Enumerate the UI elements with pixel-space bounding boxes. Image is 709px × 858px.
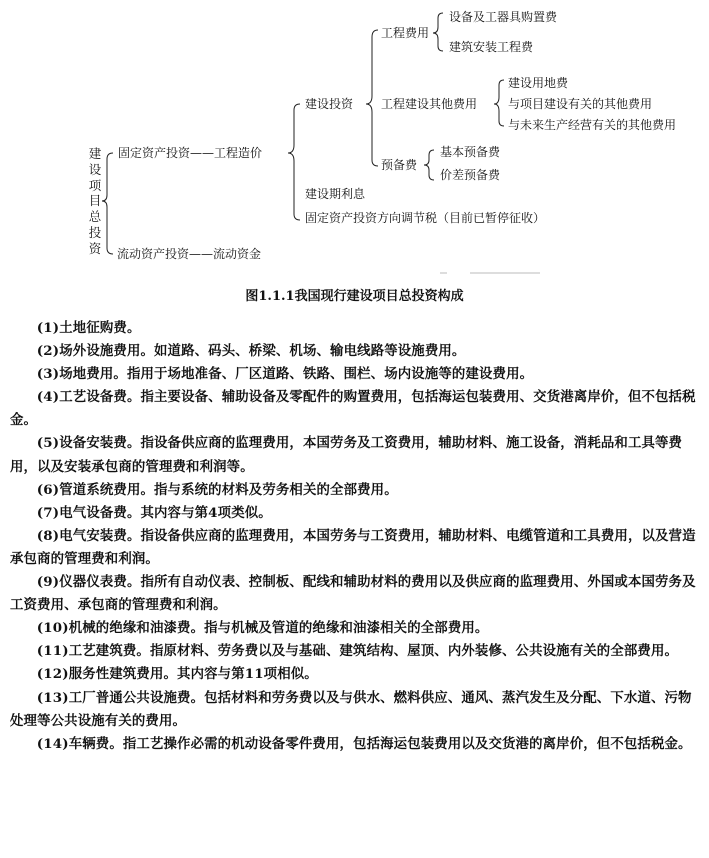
node-fixed-investment: 固定资产投资——工程造价: [118, 146, 263, 160]
paragraph: (3)场地费用。指用于场地准备、厂区道路、铁路、围栏、场内设施等的建设费用。: [36, 366, 534, 383]
node-other-cost: 工程建设其他费用: [381, 97, 478, 111]
body-text: [10, 317, 700, 756]
node-price-reserve: 价差预备费: [440, 168, 501, 182]
paragraph: (11)工艺建筑费。指原材料、劳务费以及与基础、建筑结构、屋顶、内外装修、公共设施有关的全部费用。: [36, 643, 679, 660]
paragraph: (8)电气安装费。指设备供应商的监理费用，本国劳务与工资费用，辅助材料、电缆管道和工具费用，以及营造承包商的管理费和利润。: [10, 527, 696, 567]
paragraph: (4)工艺设备费。指主要设备、辅助设备及零配件的购置费用，包括海运包装费用、交货港离岸价，但不包括税金。: [10, 389, 696, 429]
node-project-related: 与项目建设有关的其他费用: [508, 97, 653, 111]
brace-lines: [0, 0, 709, 285]
paragraph: (10)机械的绝缘和油漆费。指与机械及管道的绝缘和油漆相关的全部费用。: [36, 620, 489, 637]
paragraph: (6)管道系统费用。指与系统的材料及劳务相关的全部费用。: [36, 481, 398, 498]
paragraph: (5)设备安装费。指设备供应商的监理费用，本国劳务及工资费用，辅助材料、施工设备，消耗品和工具等费用，以及安装承包商的管理费和利润等。: [10, 435, 683, 475]
paragraph: (7)电气设备费。其内容与第4项类似。: [36, 504, 272, 521]
node-tax: 固定资产投资方向调节税（目前已暂停征收）: [305, 211, 546, 225]
paragraph: (14)车辆费。指工艺操作必需的机动设备零件费用，包括海运包装费用以及交货港的离岸价，但不包括税金。: [36, 735, 692, 752]
node-building-install: 建筑安装工程费: [449, 40, 534, 54]
paragraph: (13)工厂普通公共设施费。包括材料和劳务费以及与供水、燃料供应、通风、蒸汽发生及分配、下水道、污物处理等公共设施有关的费用。: [10, 689, 692, 729]
figure-caption: 图1.1.1我国现行建设项目总投资构成: [245, 289, 464, 304]
node-equipment-purchase: 设备及工器具购置费: [449, 10, 558, 24]
paragraph: (12)服务性建筑费用。其内容与第11项相似。: [36, 666, 318, 683]
node-construction-investment: 建设投资: [305, 97, 354, 111]
node-land-cost: 建设用地费: [508, 76, 569, 90]
node-engineering-cost: 工程费用: [381, 26, 430, 40]
root-label-total-investment: 建 设 项 目 总 投 资: [88, 146, 102, 256]
node-current-investment: 流动资产投资——流动资金: [117, 247, 262, 261]
node-interest: 建设期利息: [305, 187, 366, 201]
investment-structure-diagram: [0, 0, 709, 285]
node-basic-reserve: 基本预备费: [440, 145, 501, 159]
paragraph: (9)仪器仪表费。指所有自动仪表、控制板、配线和辅助材料的费用以及供应商的监理费用、外国或本国劳务及工资费用、承包商的管理费和利润。: [10, 574, 696, 614]
node-reserve: 预备费: [381, 158, 418, 172]
paragraph: (1)土地征购费。: [36, 320, 141, 336]
paragraph: (2)场外设施费用。如道路、码头、桥梁、机场、输电线路等设施费用。: [36, 343, 466, 360]
node-future-ops: 与未来生产经营有关的其他费用: [508, 118, 677, 132]
